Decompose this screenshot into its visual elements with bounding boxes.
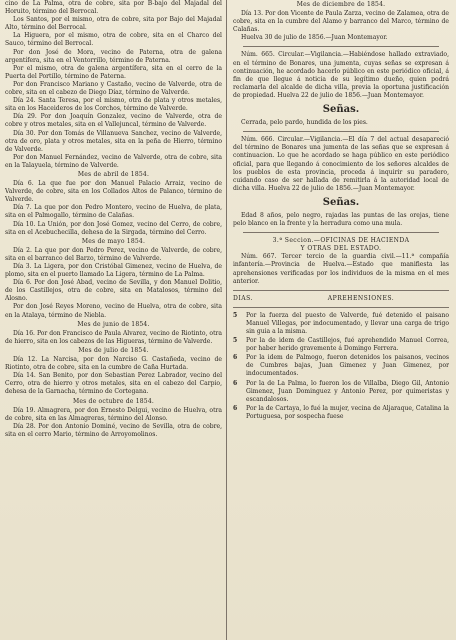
paragraph: Día 6. Por don José Abad, vecino de Sevilla, y don Manuel Dolitio, de los Castillejos, otra de cobre, sita en Matalosos, término del Alosno. [5, 279, 222, 303]
table-header-dias: DIAS. [233, 294, 253, 302]
paragraph: Día 7. La que por don Pedro Montero, vecino de Huelva, de plata, sita en el Palmogallo, término de Calañas. [5, 204, 222, 220]
column-divider [226, 0, 227, 640]
row-text: Por la fuerza del puesto de Valverde, fué detenido el paisano Manuel Villegas, por indocumentado, y llevar una carga de trigo sin guia a la misma. [246, 311, 449, 335]
section-heading: 3.ª Seccion.—OFICINAS DE HACIENDA [272, 237, 410, 245]
paragraph: Por don José Reyes Moreno, vecino de Huelva, otra de cobre, sita en la Atalaya, término de Niebla. [5, 303, 222, 319]
row-day: 5 [233, 337, 238, 345]
paragraph: Día 13. Por don Vicente de Paula Zarza, vecino de Zalamea, otra de cobre, sita en la cumbre del Alamo y barranco del Marco, término de Calañas. [233, 10, 449, 34]
row-day: 6 [233, 354, 238, 362]
row-text: Por la idem de Palmogo, fueron detenidos los paisanos, vecinos de Cumbres bajas, Juan Gimenez y Juan Gimenez, por indocumentados. [246, 354, 449, 378]
paragraph: Día 6. La que fue por don Manuel Palacio Arraiz, vecino de Valverde, de cobre, sita en los Collados Altos de Palanco, término de Valverde. [5, 180, 222, 204]
month-heading: Mes de mayo 1854. [81, 237, 146, 245]
paragraph: cino de La Palma, otra de cobre, sita por B-bajo del Majadal del Horuito, término del Berrocal. [5, 0, 222, 16]
paragraph: Día 30. Por don Tomás de Villanueva Sanchez, vecino de Valverde, otra de oro, plata y otros metales, sita en la peña de Hierro, término de Valverde. [5, 129, 222, 153]
table-row [233, 354, 449, 378]
table-row [233, 312, 449, 336]
right-column [233, 0, 449, 640]
table-rule [233, 307, 449, 308]
paragraph: Día 12. La Narcisa, por don Narciso G. Castañeda, vecino de Riotinto, otra de cobre, sita en la cumbre de Caña Hurtada. [5, 356, 222, 372]
row-day: 5 [233, 311, 238, 319]
paragraph: Cerrada, pelo pardo, hundida de los pies. [241, 119, 368, 127]
row-text: Por la de idem de Castillejos, fué aprehendido Manuel Correa, por haber herido gravemente á Domingo Ferrera. [246, 337, 449, 353]
senas-heading: Señas. [322, 104, 360, 116]
paragraph: Día 10. La Unión, por don José Gomez, vecino del Cerro, de cobre, sita en el Acebuchecilla, dehesa de la Sirgada, término del Cerro. [5, 220, 222, 236]
row-day: 6 [233, 379, 238, 387]
table-header-aprehensiones: APREHENSIONES. [327, 294, 395, 302]
paragraph: Día 14. San Benito, por don Sebastian Perez Labrador, vecino del Cerro, otra de hierro y otros metales, sita en el cabezo del Carpio, dehesa de la Garnacha, término de Cortegana. [5, 372, 222, 396]
section-heading: Y OTRAS DEL ESTADO. [300, 245, 382, 253]
paragraph: Día 24. Santa Teresa, por el mismo, otra de plata y otros metales, sita en los Haceideros de los Corchos, término de Valverde. [5, 97, 222, 113]
paragraph: Por don Francisco Mariano y Castaño, vecino de Valverde, otra de cobre, sita en el cabezo de Diego Díaz, término de Valverde. [5, 80, 222, 97]
month-heading: Mes de abril de 1854. [77, 170, 150, 178]
month-heading: Mes de junio de 1854. [77, 320, 150, 328]
paragraph: Día 29. Por don Joaquín Gonzalez, vecino de Valverde, otra de cobre y otros metales, sita en el Vallejuncal, término de Valverde. [5, 113, 222, 129]
paragraph: Día 3. La Ligera, por don Cristóbal Gimenez, vecino de Huelva, de plomo, sita en el puerto llamado La Ligera, término de La Palma. [5, 263, 222, 279]
separator-rule [243, 46, 439, 47]
table-rule [233, 290, 449, 291]
table-row [233, 405, 449, 421]
separator-rule [243, 232, 439, 233]
table-row [233, 380, 449, 404]
paragraph: La Higuera, por el mismo, otra de cobre, sita en el Charco del Sauco, término del Berrocal. [5, 32, 222, 48]
row-day: 6 [233, 404, 238, 412]
paragraph: Edad 8 años, pelo negro, rajadas las puntas de las orejas, tiene pelo blanco en la frente y la herradura como una mula. [233, 211, 449, 228]
paragraph: Huelva 30 de julio de 1856.—Juan Montemayor. [241, 34, 388, 42]
table-header [233, 295, 449, 303]
paragraph: Núm. 665. Circular.—Vigilancia.—Habiéndose hallado extraviado, en el término de Bonares, una jumenta, cuyas señas se expresan á continuación, he acordado hacerlo público en este periódico oficial, á fin de que llegue á noticia de su legítimo dueño, quien podrá reclamarla del alcalde de dicha villa, previa la oportuna justificación de propiedad. Huelva 22 de julio de 1856.—Juan Montemayor. [233, 51, 449, 99]
row-text: Por la de Cartaya, lo fué la mujer, vecina de Aljaraque, Catalina la Portuguesa, por sospecha fuese [246, 404, 449, 420]
paragraph: Día 2. La que por don Pedro Perez, vecino de Valverde, de cobre, sita en el barranco del Barzo, término de Valverde. [5, 246, 222, 262]
paragraph: Por el mismo, otra de galena argentífera, sita en el cerro de la Puerta del Portillo, término de Paterna. [5, 64, 222, 80]
paragraph: Por don Manuel Fernández, vecino de Valverde, otra de cobre, sita en la Talayuela, término de Valverde. [5, 153, 222, 169]
table-row [233, 337, 449, 353]
paragraph: Día 16. Por don Francisco de Paula Alvarez, vecino de Riotinto, otra de hierro, sita en los cabezos de las Higueras, término de Valverde. [5, 329, 222, 345]
row-text: Por la de La Palma, lo fueron los de Villalba, Diego Gil, Antonio Gimenez, Juan Dominguez y Antonio Perez, por quimeristas y escandalosos. [246, 379, 449, 403]
left-column [5, 0, 222, 640]
senas-heading: Señas. [322, 196, 360, 208]
month-heading: Mes de diciembre de 1854. [296, 1, 386, 8]
paragraph: Núm. 667. Tercer tercio de la guardia civil.—11.ª compañía infantería.—Provincia de Huelva.—Estado que manifiesta las aprehensiones verificadas por los individuos de la misma en el mes anterior. [233, 253, 449, 285]
paragraph: Núm. 666. Circular.—Vigilancia.—El día 7 del actual desapareció del término de Bonares una jumenta de las señas que se expresan á continuacion. Lo que he acordado se haga público en este periódico oficial, para que llegando á conocimiento de los señores alcaldes de los pueblos de esta provincia, proceda á inquirir su paradero, cuidando caso de ser hallada de remitirla á la autoridad local de dicha villa. Huelva 22 de julio de 1856.—Juan Montemayor. [233, 136, 449, 192]
month-heading: Mes de julio de 1854. [78, 346, 149, 354]
paragraph: Día 28. Por don Antonio Dominé, vecino de Sevilla, otra de cobre, sita en el cerro Mario, término de Arroyomolinos. [5, 422, 222, 438]
separator-rule [243, 131, 439, 132]
paragraph: Día 19. Almagrera, por don Ernesto Delgui, vecino de Huelva, otra de cobre, sita en las Almagreras, término del Alonso. [5, 406, 222, 422]
paragraph: Los Santos, por el mismo, otra de cobre, sita por Bajo del Majadal Alto, término del Berrocal. [5, 16, 222, 32]
month-heading: Mes de octubre de 1854. [72, 397, 155, 405]
paragraph: Por don José de Mora, vecino de Paterna, otra de galena argentífera, sita en el Ventorrillo, término de Paterna. [5, 48, 222, 64]
